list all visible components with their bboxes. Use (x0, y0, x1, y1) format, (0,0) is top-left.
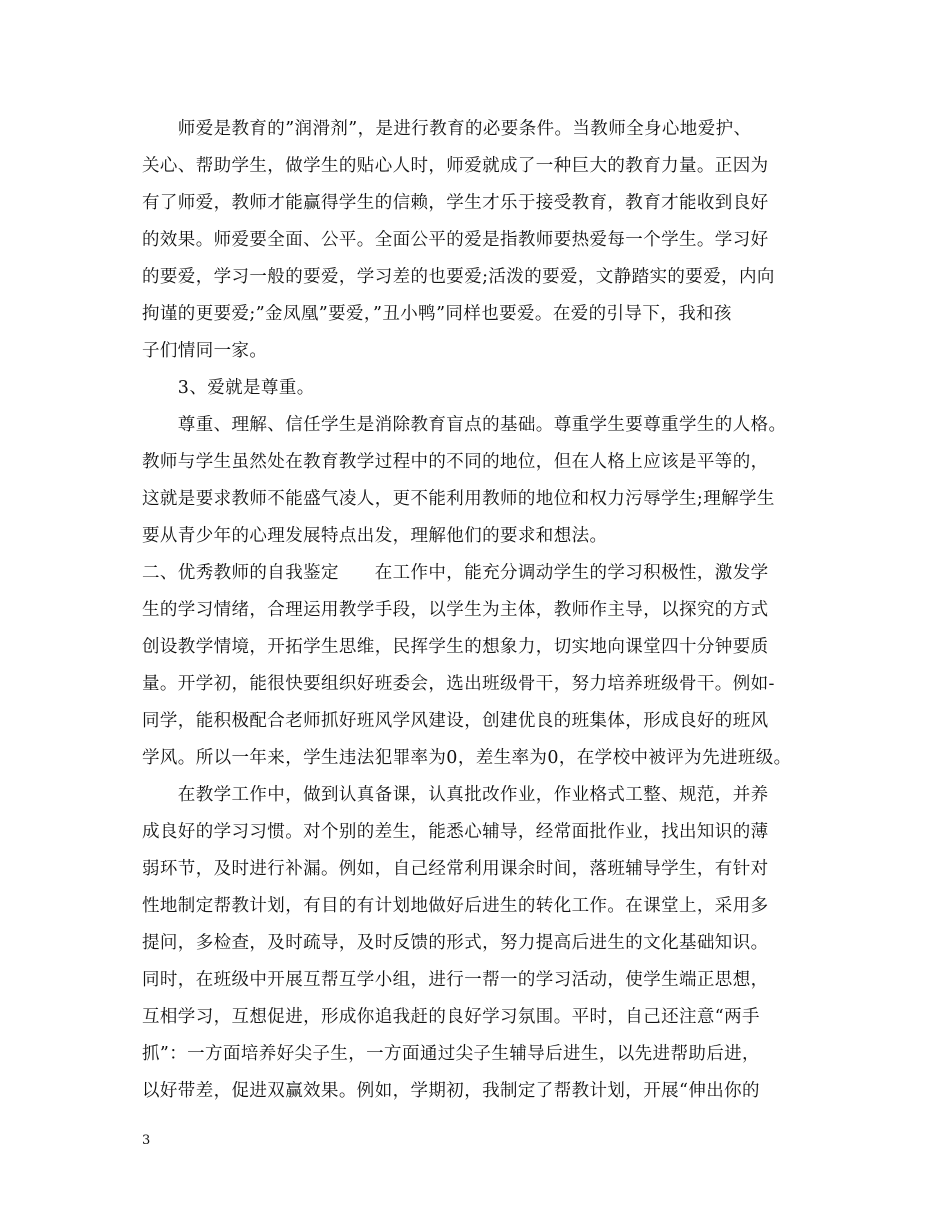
text-line: 以好带差，促进双赢效果。例如，学期初，我制定了帮教计划，开展“伸出你的 (142, 1081, 760, 1101)
text-line: 成良好的学习习惯。对个别的差生，能悉心辅导，经常面批作业，找出知识的薄 (142, 822, 769, 842)
text-line: 抓”：一方面培养好尖子生，一方面通过尖子生辅导后进生，以先进帮助后进， (142, 1044, 760, 1064)
text-line: 学风。所以一年来，学生违法犯罪率为0，差生率为0，在学校中被评为先进班级。 (142, 748, 792, 768)
text-line: 拘谨的更要爱;”金凤凰”要爱，”丑小鸭”同样也要爱。在爱的引导下，我和孩 (142, 304, 732, 324)
text-line: 同时，在班级中开展互帮互学小组，进行一帮一的学习活动，使学生端正思想， (142, 970, 769, 990)
text-line: 有了师爱，教师才能赢得学生的信赖，学生才乐于接受教育，教育才能收到良好 (142, 193, 769, 213)
text-line: 这就是要求教师不能盛气凌人，更不能利用教师的地位和权力污辱学生;理解学生 (142, 489, 775, 509)
text-line: 尊重、理解、信任学生是消除教育盲点的基础。尊重学生要尊重学生的人格。 (142, 415, 787, 435)
text-line: 弱环节，及时进行补漏。例如，自己经常利用课余时间，落班辅导学生，有针对 (142, 859, 769, 879)
section-heading: 3、爱就是尊重。 (142, 378, 315, 398)
text-line: 创设教学情境，开拓学生思维，民挥学生的想象力，切实地向课堂四十分钟要质 (142, 637, 769, 657)
text-line: 互相学习，互想促进，形成你追我赶的良好学习氛围。平时，自己还注意“两手 (142, 1007, 760, 1027)
text-line: 量。开学初，能很快要组织好班委会，选出班级骨干，努力培养班级骨干。例如- (142, 674, 775, 694)
text-line: 子们情同一家。 (142, 341, 268, 361)
section-heading: 二、优秀教师的自我鉴定 在工作中，能充分调动学生的学习积极性，激发学 (142, 563, 769, 583)
text-line: 的要爱，学习一般的要爱，学习差的也要爱;活泼的要爱，文静踏实的要爱，内向 (142, 267, 775, 287)
text-line: 师爱是教育的”润滑剂”，是进行教育的必要条件。当教师全身心地爱护、 (142, 119, 752, 139)
text-line: 提问，多检查，及时疏导，及时反馈的形式，努力提高后进生的文化基础知识。 (142, 933, 769, 953)
text-line: 要从青少年的心理发展特点出发，理解他们的要求和想法。 (142, 526, 608, 546)
page-number: 3 (142, 1133, 151, 1148)
text-line: 教师与学生虽然处在教育教学过程中的不同的地位，但在人格上应该是平等的， (142, 452, 769, 472)
text-line: 同学，能积极配合老师抓好班风学风建设，创建优良的班集体，形成良好的班风 (142, 711, 769, 731)
text-line: 性地制定帮教计划，有目的有计划地做好后进生的转化工作。在课堂上，采用多 (142, 896, 769, 916)
text-line: 的效果。师爱要全面、公平。全面公平的爱是指教师要热爱每一个学生。学习好 (142, 230, 769, 250)
text-line: 生的学习情绪，合理运用教学手段，以学生为主体，教师作主导，以探究的方式 (142, 600, 769, 620)
text-line: 关心、帮助学生，做学生的贴心人时，师爱就成了一种巨大的教育力量。正因为 (142, 156, 769, 176)
text-line: 在教学工作中，做到认真备课，认真批改作业，作业格式工整、规范，并养 (142, 785, 769, 805)
